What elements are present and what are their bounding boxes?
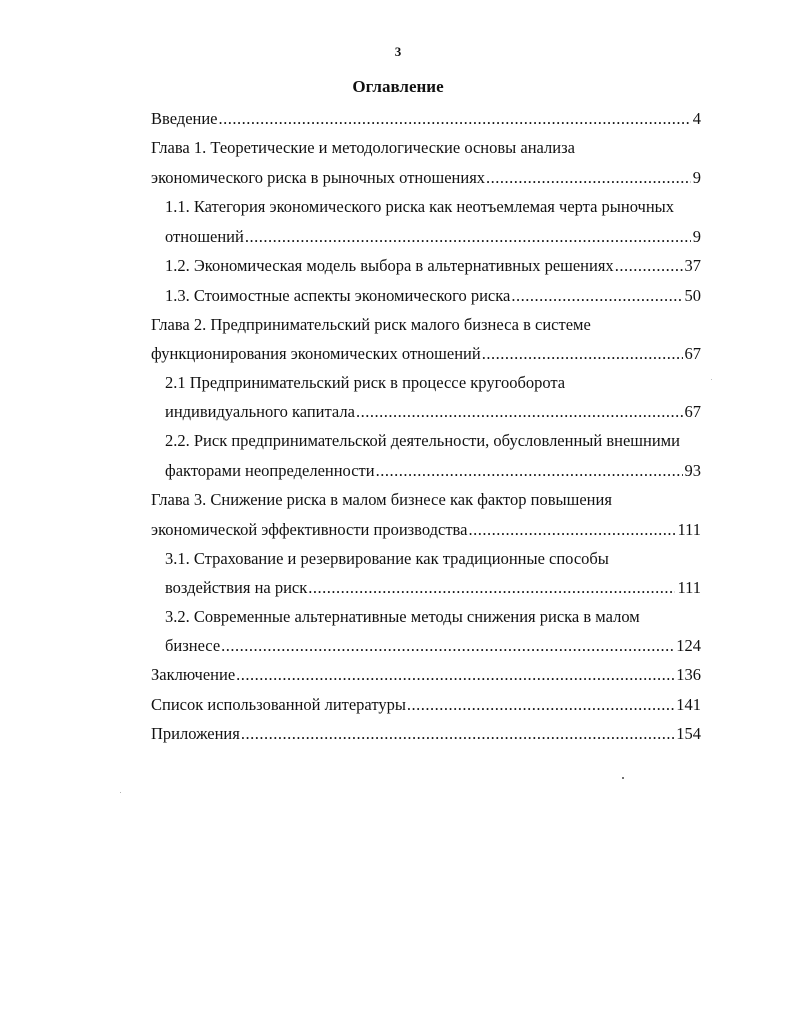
toc-entry-page: 111 [677,520,701,539]
scan-speck [622,777,624,779]
dot-leader [376,459,683,483]
toc-entry-title: 2.2. Риск предпринимательской деятельности, обусловленный внешними [165,431,680,450]
toc-entry-page: 67 [684,402,701,421]
dot-leader [486,166,691,190]
scan-speck [120,792,121,793]
toc-entry-section-1-2[interactable] [165,254,701,278]
toc-entry-chapter-3-line-1[interactable] [151,488,701,512]
toc-entry-section-2-1-line-1[interactable] [165,371,701,395]
toc-entry-appendices[interactable] [151,722,701,746]
toc-entry-chapter-1-line-1[interactable] [151,136,701,160]
toc-entry-page: 67 [684,344,701,363]
toc-entry-title: Глава 3. Снижение риска в малом бизнесе как фактор повышения [151,490,612,509]
toc-entry-title: 1.1. Категория экономического риска как неотъемлемая черта рыночных [165,197,674,216]
toc-entry-chapter-3-line-2[interactable] [151,518,701,542]
toc-entry-title: 1.3. Стоимостные аспекты экономического риска [165,286,511,305]
toc-entry-title: Список использованной литературы [151,695,406,714]
toc-entry-page: 9 [692,227,701,246]
toc-entry-page: 154 [676,724,701,743]
toc-entry-title: функционирования экономических отношений [151,344,481,363]
dot-leader [356,400,683,424]
toc-entry-section-1-1-line-1[interactable] [165,195,701,219]
dot-leader [219,107,691,131]
toc-entry-chapter-2-line-1[interactable] [151,313,701,337]
page-number: 3 [394,44,402,59]
toc-entry-title: 2.1 Предпринимательский риск в процессе кругооборота [165,373,566,392]
toc-entry-page: 93 [684,461,701,480]
toc-entry-title: Глава 1. Теоретические и методологические основы анализа [151,138,575,157]
dot-leader [407,693,674,717]
dot-leader [308,576,675,600]
toc-entry-title: 1.2. Экономическая модель выбора в альтернативных решениях [165,256,614,275]
dot-leader [468,518,675,542]
toc-entry-page: 124 [676,636,701,655]
toc-entry-page: 9 [692,168,701,187]
toc-entry-title: отношений [165,227,244,246]
toc-entry-section-2-2-line-1[interactable] [165,429,701,453]
toc-entry-title: Заключение [151,665,236,684]
toc-entry-page: 50 [684,286,701,305]
toc-entry-title: факторами неопределенности [165,461,375,480]
toc-entry-references[interactable] [151,693,701,717]
toc-entry-title: экономической эффективности производства [151,520,468,539]
dot-leader [482,342,683,366]
scan-speck [711,379,712,380]
toc-entry-page: 136 [676,665,701,684]
toc-entry-intro[interactable] [151,107,701,131]
toc-entry-conclusion[interactable] [151,663,701,687]
toc-entry-page: 141 [676,695,701,714]
toc-entry-page: 4 [692,109,701,128]
toc-entry-title: экономического риска в рыночных отношениях [151,168,486,187]
toc-entry-section-2-1-line-2[interactable] [165,400,701,424]
toc-entry-section-1-1-line-2[interactable] [165,225,701,249]
dot-leader [241,722,674,746]
toc-entry-title: 3.1. Страхование и резервирование как традиционные способы [165,549,609,568]
dot-leader [221,634,674,658]
toc-entry-section-3-1-line-1[interactable] [165,547,701,571]
dot-leader [245,225,691,249]
toc-entry-title: Глава 2. Предпринимательский риск малого бизнеса в системе [151,315,591,334]
dot-leader [615,254,683,278]
toc-entry-section-1-3[interactable] [165,284,701,308]
toc-entry-section-3-2-line-2[interactable] [165,634,701,658]
toc-entry-section-3-2-line-1[interactable] [165,605,701,629]
toc-title: Оглавление [352,77,444,96]
toc-entry-title: воздействия на риск [165,578,308,597]
toc-entry-title: Введение [151,109,218,128]
toc-entry-page: 37 [684,256,701,275]
toc-entry-title: Приложения [151,724,240,743]
toc-entry-title: индивидуального капитала [165,402,355,421]
dot-leader [511,284,682,308]
toc-entry-section-2-2-line-2[interactable] [165,459,701,483]
toc-entry-title: бизнесе [165,636,221,655]
dot-leader [236,663,674,687]
toc-entry-section-3-1-line-2[interactable] [165,576,701,600]
toc-entry-chapter-2-line-2[interactable] [151,342,701,366]
toc-entry-title: 3.2. Современные альтернативные методы снижения риска в малом [165,607,640,626]
toc-entry-page: 111 [677,578,701,597]
toc-entry-chapter-1-line-2[interactable] [151,166,701,190]
